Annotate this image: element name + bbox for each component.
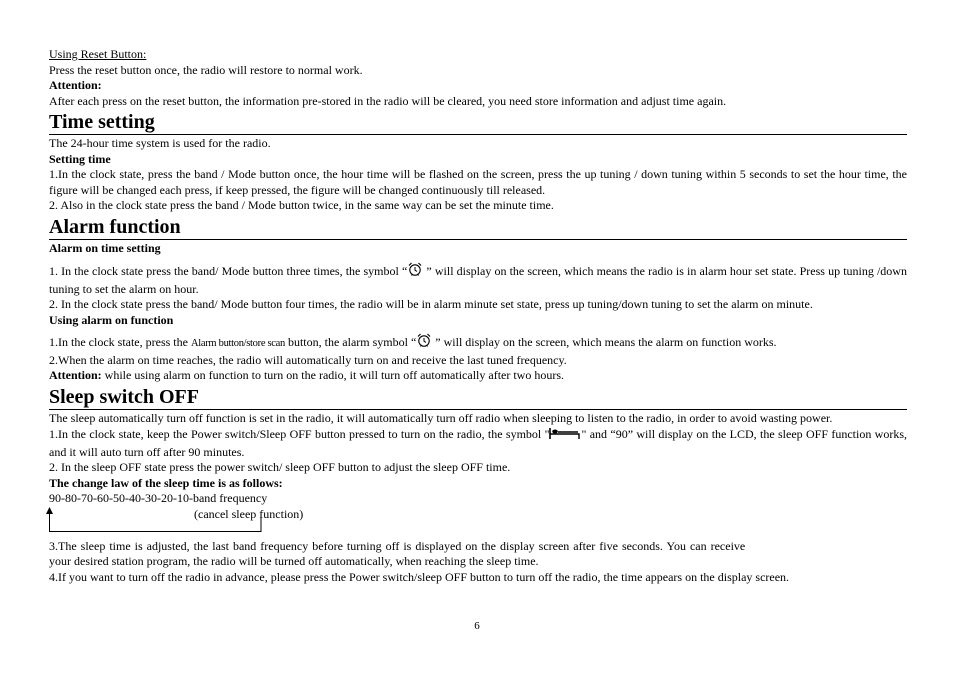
manual-page bbox=[49, 47, 907, 585]
sleep-item-1 bbox=[49, 427, 907, 460]
cancel-sleep-label: (cancel sleep function) bbox=[194, 506, 304, 521]
alarm-item-2: 2. In the clock state press the band/ Mode button four times, the radio will be in alarm minute set state, press up tuning/down tuning to set the alarm on minute. bbox=[49, 297, 813, 311]
reset-line: Press the reset button once, the radio will restore to normal work. bbox=[49, 62, 363, 77]
alarm-use-1-button-name: Alarm button/store scan bbox=[190, 338, 285, 349]
reset-attention-label: Attention: bbox=[49, 78, 102, 92]
alarm-attention-label: Attention: bbox=[49, 368, 102, 382]
alarm-function-title: Alarm function bbox=[49, 215, 907, 240]
page-number: 6 bbox=[474, 620, 480, 632]
alarm-item-1 bbox=[49, 261, 907, 297]
sleep-bed-icon bbox=[549, 427, 581, 445]
sleep-law-label: The change law of the sleep time is as follows: bbox=[49, 475, 283, 490]
time-setting-intro: The 24-hour time system is used for the radio. bbox=[49, 136, 271, 150]
sleep-item-2: 2. In the sleep OFF state press the power switch/ sleep OFF button to adjust the sleep OFF time. bbox=[49, 460, 511, 474]
time-setting-item-1: 1.In the clock state, press the band / Mode button once, the hour time will be flashed on the screen, press the up tuning / down tuning within 5 seconds to set the hour time, the figure will be changed each press, if keep pressed, the figure will be changed continuously till released. bbox=[49, 167, 907, 197]
alarm-attention-text: while using alarm on function to turn on the radio, it will turn off automatically after two hours. bbox=[101, 368, 565, 382]
time-setting-item-2: 2. Also in the clock state press the band / Mode button twice, in the same way can be set the minute time. bbox=[49, 198, 554, 212]
setting-time-subheading: Setting time bbox=[49, 151, 111, 166]
sleep-item-3a: 3.The sleep time is adjusted, the last band frequency before turning off is displayed on the display screen after five seconds. You can receive bbox=[49, 538, 746, 553]
reset-attention-text: After each press on the reset button, the information pre-stored in the radio will be cleared, you need store information and adjust time again. bbox=[49, 93, 727, 108]
alarm-use-item-2: 2.When the alarm on time reaches, the radio will automatically turn on and receive the last tuned frequency. bbox=[49, 352, 567, 367]
sleep-item-1-text-a: 1.In the clock state, keep the Power switch/Sleep OFF button pressed to turn on the radio, the symbol " bbox=[49, 427, 550, 441]
alarm-use-1-text-c: ” will display on the screen, which means the alarm on function works. bbox=[432, 335, 777, 349]
alarm-item-1-text-b: ” will display on the screen, which means the radio is in alarm hour set state. Press up tuning /down tuning to set the alarm on hour. bbox=[49, 264, 907, 296]
sleep-item-1-text-b: " and “90” will display on the LCD, the sleep OFF function works, and it will auto turn off after 90 minutes. bbox=[49, 427, 907, 459]
alarm-attention bbox=[49, 368, 907, 384]
sleep-item-3b: your desired station program, the radio will be turned off automatically, when reaching the sleep time. bbox=[49, 554, 539, 568]
reset-heading: Using Reset Button: bbox=[49, 47, 147, 61]
alarm-clock-icon bbox=[407, 261, 423, 282]
alarm-use-item-1 bbox=[49, 332, 907, 353]
sleep-item-4: 4.If you want to turn off the radio in advance, please press the Power switch/sleep OFF button to turn off the radio, the time appears on the display screen. bbox=[49, 569, 790, 584]
alarm-on-time-subheading: Alarm on time setting bbox=[49, 240, 161, 255]
sleep-cycle-diagram bbox=[49, 507, 907, 539]
sleep-intro: The sleep automatically turn off function is set in the radio, it will automatically turn off radio when sleeping to listen to the radio, in order to avoid wasting power. bbox=[49, 410, 833, 425]
arrow-up-icon bbox=[46, 507, 53, 514]
alarm-clock-icon bbox=[416, 332, 432, 353]
sleep-switch-title: Sleep switch OFF bbox=[49, 385, 907, 410]
alarm-item-1-text-a: 1. In the clock state press the band/ Mode button three times, the symbol “ bbox=[49, 264, 408, 278]
time-setting-title: Time setting bbox=[49, 110, 907, 135]
alarm-use-1-text-b: button, the alarm symbol “ bbox=[284, 335, 417, 349]
sleep-sequence: 90-80-70-60-50-40-30-20-10-band frequency bbox=[49, 491, 268, 505]
alarm-use-1-text-a: 1.In the clock state, press the bbox=[49, 335, 191, 349]
using-alarm-subheading: Using alarm on function bbox=[49, 312, 174, 327]
